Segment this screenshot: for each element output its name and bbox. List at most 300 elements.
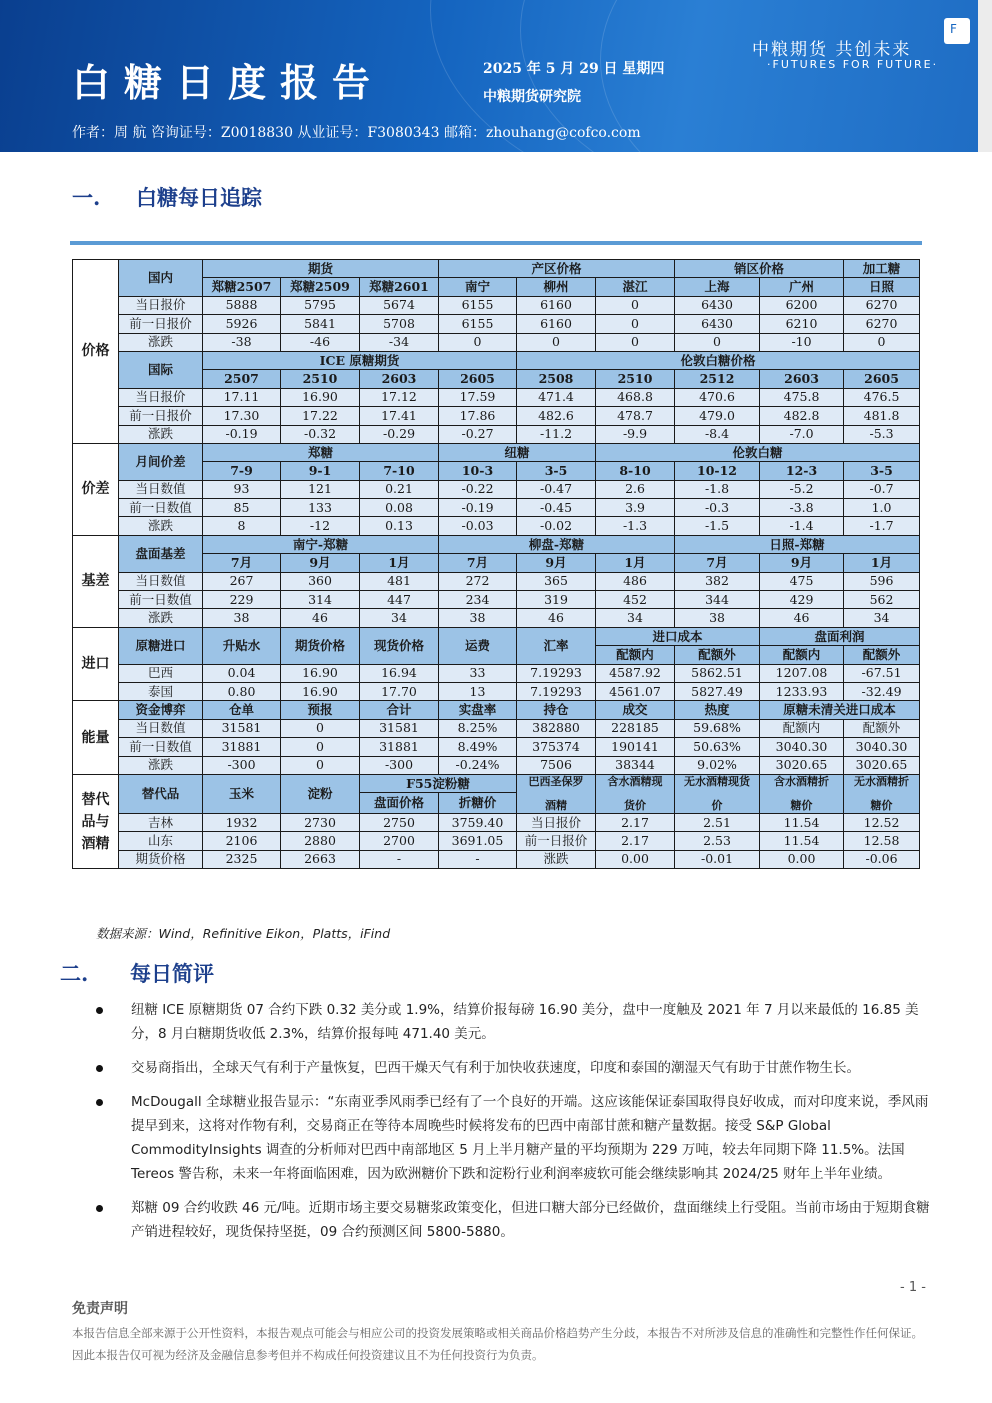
column-header: 2508 — [517, 370, 596, 388]
table-row — [73, 517, 920, 535]
column-header: 仓单 — [203, 701, 281, 719]
value-cell: -0.02 — [517, 517, 596, 535]
row-label: 当日报价 — [119, 388, 203, 406]
value-cell: 229 — [203, 591, 281, 609]
value-cell: 5708 — [360, 315, 439, 333]
row-label: 涨跌 — [517, 850, 596, 868]
value-cell: 配额内 — [760, 719, 844, 737]
value-cell: -8.4 — [675, 425, 760, 443]
value-cell: 382 — [675, 572, 760, 590]
value-cell: -0.19 — [439, 499, 517, 517]
column-header: 郑糖2509 — [281, 278, 360, 296]
value-cell: 481 — [360, 572, 439, 590]
row-label: 当日报价 — [119, 296, 203, 314]
value-cell: 5926 — [203, 315, 281, 333]
commentary-text: 纽糖 ICE 原糖期货 07 合约下跌 0.32 美分或 1.9%，结算价报每磅 16.90 美分，盘中一度触及 2021 年 7 月以来最低的 16.85 美分，8 月白糖期货收低 2.3%，结算价报每吨 471.40 美元。 — [131, 1002, 919, 1042]
row-label: 当日数值 — [119, 572, 203, 590]
value-cell: 0.08 — [360, 499, 439, 517]
value-cell: 267 — [203, 572, 281, 590]
value-cell: 11.54 — [760, 832, 844, 850]
group-header: 原糖未清关进口成本 — [760, 701, 920, 719]
value-cell: 471.4 — [517, 388, 596, 406]
author-line: 作者：周 航 咨询证号：Z0018830 从业证号：F3080343 邮箱：zhouhang@cofco.com — [72, 125, 641, 141]
block-label: 月间价差 — [119, 443, 203, 480]
column-header: 2512 — [675, 370, 760, 388]
value-cell: 2.51 — [675, 813, 760, 831]
value-cell: 6270 — [844, 296, 920, 314]
group-header: F55淀粉糖 — [360, 774, 517, 792]
value-cell: 0.00 — [596, 850, 675, 868]
column-header: 郑糖2601 — [360, 278, 439, 296]
brand-slogan: ·FUTURES FOR FUTURE· — [767, 58, 939, 71]
table-row — [73, 774, 920, 792]
row-label: 涨跌 — [119, 756, 203, 774]
value-cell: 0 — [439, 333, 517, 351]
value-cell: 17.70 — [360, 682, 439, 700]
value-cell: 475 — [760, 572, 844, 590]
value-cell: 1.0 — [844, 499, 920, 517]
bullet-dot-icon — [96, 1065, 103, 1072]
value-cell: 319 — [517, 591, 596, 609]
value-cell: 17.30 — [203, 407, 281, 425]
category-import: 进口 — [73, 627, 119, 701]
value-cell: 3040.30 — [844, 738, 920, 756]
table-row — [73, 260, 920, 278]
value-cell: 34 — [844, 609, 920, 627]
table-row — [73, 480, 920, 498]
value-cell: 17.41 — [360, 407, 439, 425]
value-cell: 7.19293 — [517, 664, 596, 682]
value-cell: -0.29 — [360, 425, 439, 443]
group-header: 产区价格 — [439, 260, 675, 278]
row-label: 当日数值 — [119, 480, 203, 498]
group-header: 加工糖 — [844, 260, 920, 278]
value-cell: - — [439, 850, 517, 868]
bullet-dot-icon — [96, 1099, 103, 1106]
value-cell: -5.2 — [760, 480, 844, 498]
value-cell: 2106 — [203, 832, 281, 850]
table-row — [73, 425, 920, 443]
value-cell: 5674 — [360, 296, 439, 314]
block-label: 原糖进口 — [119, 627, 203, 664]
category-spread: 价差 — [73, 443, 119, 535]
value-cell: 3691.05 — [439, 832, 517, 850]
group-header: 伦敦白糖 — [596, 443, 920, 461]
value-cell: 0 — [596, 315, 675, 333]
column-header: 运费 — [439, 627, 517, 664]
value-cell: 5841 — [281, 315, 360, 333]
value-cell: 16.90 — [281, 664, 360, 682]
commentary-item — [96, 1196, 936, 1244]
value-cell: 17.22 — [281, 407, 360, 425]
group-header: 进口成本 — [596, 627, 760, 645]
value-cell: -1.5 — [675, 517, 760, 535]
column-header: 2605 — [439, 370, 517, 388]
column-header: 12-3 — [760, 462, 844, 480]
table-row — [73, 682, 920, 700]
value-cell: 16.90 — [281, 682, 360, 700]
ethanol-column-header — [596, 774, 675, 813]
value-cell: 0 — [596, 333, 675, 351]
row-label: 前一日数值 — [119, 591, 203, 609]
block-label: 国内 — [119, 260, 203, 297]
column-header: 盘面价格 — [360, 793, 439, 814]
value-cell: -0.06 — [844, 850, 920, 868]
value-cell: 93 — [203, 480, 281, 498]
value-cell: 46 — [281, 609, 360, 627]
section-title: 每日简评 — [130, 961, 214, 986]
value-cell: 1207.08 — [760, 664, 844, 682]
value-cell: 2880 — [281, 832, 360, 850]
column-header: 实盘率 — [439, 701, 517, 719]
table-row — [73, 296, 920, 314]
column-header: 1月 — [360, 554, 439, 572]
value-cell: 190141 — [596, 738, 675, 756]
column-header: 8-10 — [596, 462, 675, 480]
row-label: 泰国 — [119, 682, 203, 700]
value-cell: 6430 — [675, 296, 760, 314]
value-cell: 50.63% — [675, 738, 760, 756]
row-label: 前一日报价 — [517, 832, 596, 850]
value-cell: 34 — [360, 609, 439, 627]
column-header: 玉米 — [203, 774, 281, 813]
ethanol-column-header — [760, 774, 844, 813]
value-cell: 31581 — [360, 719, 439, 737]
value-cell: 6155 — [439, 315, 517, 333]
table-row — [73, 664, 920, 682]
table-row — [73, 333, 920, 351]
value-cell: -1.3 — [596, 517, 675, 535]
header-line: 糖价 — [870, 798, 893, 812]
section-heading-1 — [72, 182, 262, 212]
row-label: 前一日报价 — [119, 315, 203, 333]
row-label: 期货价格 — [119, 850, 203, 868]
value-cell: 7.19293 — [517, 682, 596, 700]
group-header: 期货 — [203, 260, 439, 278]
value-cell: 2.17 — [596, 832, 675, 850]
value-cell: 481.8 — [844, 407, 920, 425]
value-cell: 46 — [760, 609, 844, 627]
value-cell: 234 — [439, 591, 517, 609]
column-header: 热度 — [675, 701, 760, 719]
value-cell: 31581 — [203, 719, 281, 737]
group-header: 销区价格 — [675, 260, 844, 278]
value-cell: 2.6 — [596, 480, 675, 498]
category-basis: 基差 — [73, 535, 119, 627]
value-cell: 9.02% — [675, 756, 760, 774]
column-header: 淀粉 — [281, 774, 360, 813]
value-cell: -32.49 — [844, 682, 920, 700]
value-cell: 0.13 — [360, 517, 439, 535]
column-header: 现货价格 — [360, 627, 439, 664]
value-cell: -0.27 — [439, 425, 517, 443]
value-cell: -0.03 — [439, 517, 517, 535]
column-header: 上海 — [675, 278, 760, 296]
group-header: 伦敦白糖价格 — [517, 351, 920, 369]
value-cell: 272 — [439, 572, 517, 590]
column-header: 配额内 — [596, 646, 675, 664]
header-line: 无水酒精折 — [854, 774, 910, 788]
value-cell: -67.51 — [844, 664, 920, 682]
section-number: 一. — [72, 185, 101, 210]
column-header: 2510 — [281, 370, 360, 388]
commentary-text: 交易商指出，全球天气有利于产量恢复，巴西干燥天气有利于加快收获速度，印度和泰国的潮湿天气有助于甘蔗作物生长。 — [131, 1060, 860, 1076]
group-header: 日照-郑糖 — [675, 535, 920, 553]
value-cell: 0 — [844, 333, 920, 351]
column-header: 折糖价 — [439, 793, 517, 814]
value-cell: 2730 — [281, 813, 360, 831]
block-label: 替代品 — [119, 774, 203, 813]
value-cell: 344 — [675, 591, 760, 609]
value-cell: 11.54 — [760, 813, 844, 831]
category-substitute: 替代品与酒精 — [73, 774, 119, 868]
value-cell: 562 — [844, 591, 920, 609]
column-header: 广州 — [760, 278, 844, 296]
value-cell: -0.45 — [517, 499, 596, 517]
value-cell: 17.59 — [439, 388, 517, 406]
value-cell: 85 — [203, 499, 281, 517]
column-header: 3-5 — [844, 462, 920, 480]
value-cell: 475.8 — [760, 388, 844, 406]
group-header: 南宁-郑糖 — [203, 535, 439, 553]
table-row — [73, 351, 920, 369]
block-label: 国际 — [119, 351, 203, 388]
column-header: 7月 — [439, 554, 517, 572]
column-header: 1月 — [596, 554, 675, 572]
value-cell: -9.9 — [596, 425, 675, 443]
table-row — [73, 832, 920, 850]
value-cell: 1932 — [203, 813, 281, 831]
column-header: 柳州 — [517, 278, 596, 296]
column-header: 1月 — [844, 554, 920, 572]
value-cell: 133 — [281, 499, 360, 517]
group-header: 郑糖 — [203, 443, 439, 461]
value-cell: 6200 — [760, 296, 844, 314]
value-cell: 121 — [281, 480, 360, 498]
value-cell: 16.94 — [360, 664, 439, 682]
column-header: 2510 — [596, 370, 675, 388]
value-cell: 2700 — [360, 832, 439, 850]
value-cell: 3.9 — [596, 499, 675, 517]
table-row — [73, 535, 920, 553]
disclaimer-text: 本报告信息全部来源于公开性资料，本报告观点可能会与相应公司的投资发展策略或相关商品价格趋势产生分歧，本报告不对所涉及信息的准确性和完整性作任何保证。因此本报告仅可视为经济及金融信息参考但并不构成任何投资建议且不为任何投资行为负责。 — [72, 1326, 923, 1362]
table-row — [73, 572, 920, 590]
value-cell: 2325 — [203, 850, 281, 868]
value-cell: 452 — [596, 591, 675, 609]
section-rule — [70, 241, 922, 245]
header-line: 糖价 — [790, 798, 813, 812]
column-header: 9月 — [281, 554, 360, 572]
table-row — [73, 407, 920, 425]
row-label: 涨跌 — [119, 517, 203, 535]
value-cell: -1.4 — [760, 517, 844, 535]
value-cell: 6155 — [439, 296, 517, 314]
value-cell: 38344 — [596, 756, 675, 774]
column-header: 配额外 — [675, 646, 760, 664]
value-cell: 375374 — [517, 738, 596, 756]
value-cell: 6210 — [760, 315, 844, 333]
value-cell: 360 — [281, 572, 360, 590]
section-heading-2 — [60, 958, 214, 988]
header-line: 含水酒精现 — [607, 774, 663, 788]
value-cell: 482.6 — [517, 407, 596, 425]
value-cell: 6160 — [517, 315, 596, 333]
value-cell: -0.01 — [675, 850, 760, 868]
row-label: 前一日数值 — [119, 738, 203, 756]
value-cell: -11.2 — [517, 425, 596, 443]
value-cell: -7.0 — [760, 425, 844, 443]
column-header: 合计 — [360, 701, 439, 719]
report-title: 白糖日度报告 — [72, 60, 385, 105]
page-number: - 1 - — [900, 1280, 926, 1295]
bullet-dot-icon — [96, 1205, 103, 1212]
block-label: 资金博弈 — [119, 701, 203, 719]
value-cell: -38 — [203, 333, 281, 351]
column-header: 升贴水 — [203, 627, 281, 664]
value-cell: 314 — [281, 591, 360, 609]
column-header: 持仓 — [517, 701, 596, 719]
value-cell: 16.90 — [281, 388, 360, 406]
value-cell: 2.17 — [596, 813, 675, 831]
institute-name: 中粮期货研究院 — [483, 89, 581, 105]
column-header: 郑糖2507 — [203, 278, 281, 296]
value-cell: 6430 — [675, 315, 760, 333]
table-row — [73, 701, 920, 719]
value-cell: -34 — [360, 333, 439, 351]
table-row — [73, 443, 920, 461]
row-label: 当日报价 — [517, 813, 596, 831]
table-row — [73, 850, 920, 868]
value-cell: -1.7 — [844, 517, 920, 535]
group-header: 纽糖 — [439, 443, 596, 461]
value-cell: 5827.49 — [675, 682, 760, 700]
value-cell: -0.3 — [675, 499, 760, 517]
value-cell: 8.25% — [439, 719, 517, 737]
table-row — [73, 756, 920, 774]
column-header: 2603 — [360, 370, 439, 388]
value-cell: 2.53 — [675, 832, 760, 850]
value-cell: 3020.65 — [760, 756, 844, 774]
column-header: 2603 — [760, 370, 844, 388]
column-header: 9-1 — [281, 462, 360, 480]
table-row — [73, 609, 920, 627]
company-logo-icon — [944, 18, 970, 44]
column-header: 期货价格 — [281, 627, 360, 664]
value-cell: -0.19 — [203, 425, 281, 443]
report-banner — [0, 0, 978, 152]
value-cell: 2750 — [360, 813, 439, 831]
value-cell: 468.8 — [596, 388, 675, 406]
value-cell: -0.32 — [281, 425, 360, 443]
table-row — [73, 591, 920, 609]
value-cell: -300 — [360, 756, 439, 774]
row-label: 巴西 — [119, 664, 203, 682]
value-cell: -0.22 — [439, 480, 517, 498]
commentary-item — [96, 1090, 936, 1186]
column-header: 配额外 — [844, 646, 920, 664]
value-cell: 17.11 — [203, 388, 281, 406]
value-cell: 12.58 — [844, 832, 920, 850]
brand-name: 中粮期货 共创未来 — [752, 40, 912, 60]
value-cell: 447 — [360, 591, 439, 609]
value-cell: 429 — [760, 591, 844, 609]
section-number: 二. — [60, 961, 89, 986]
value-cell: -5.3 — [844, 425, 920, 443]
value-cell: 6270 — [844, 315, 920, 333]
column-header: 9月 — [760, 554, 844, 572]
column-header: 7月 — [203, 554, 281, 572]
value-cell: 2663 — [281, 850, 360, 868]
value-cell: 365 — [517, 572, 596, 590]
value-cell: 5795 — [281, 296, 360, 314]
value-cell: 4587.92 — [596, 664, 675, 682]
ethanol-header-line: 酒精 — [545, 798, 567, 812]
value-cell: 228185 — [596, 719, 675, 737]
value-cell: 596 — [844, 572, 920, 590]
commentary-item — [96, 998, 936, 1046]
value-cell: 5862.51 — [675, 664, 760, 682]
column-header: 预报 — [281, 701, 360, 719]
ethanol-header — [517, 774, 596, 813]
row-label: 前一日数值 — [119, 499, 203, 517]
value-cell: 476.5 — [844, 388, 920, 406]
value-cell: 486 — [596, 572, 675, 590]
value-cell: 0 — [596, 296, 675, 314]
value-cell: 482.8 — [760, 407, 844, 425]
value-cell: 3759.40 — [439, 813, 517, 831]
header-line: 含水酒精折 — [774, 774, 830, 788]
table-row — [73, 627, 920, 645]
row-label: 吉林 — [119, 813, 203, 831]
table-row — [73, 719, 920, 737]
value-cell: 478.7 — [596, 407, 675, 425]
commentary-text: 郑糖 09 合约收跌 46 元/吨。近期市场主要交易糖浆政策变化，但进口糖大部分已经做价，盘面继续上行受阻。当前市场由于短期食糖产销进程较好，现货保持坚挺，09 合约预测区间 5800-5880。 — [131, 1200, 930, 1240]
value-cell: 12.52 — [844, 813, 920, 831]
commentary-list — [96, 998, 936, 1254]
ethanol-header-line: 巴西圣保罗 — [528, 774, 584, 788]
report-date: 2025 年 5 月 29 日 星期四 — [483, 61, 665, 77]
logo-glyph: F — [950, 22, 957, 36]
ethanol-column-header — [844, 774, 920, 813]
disclaimer-title: 免责声明 — [72, 1301, 128, 1317]
value-cell: - — [360, 850, 439, 868]
column-header: 9月 — [517, 554, 596, 572]
row-label: 涨跌 — [119, 425, 203, 443]
column-header: 10-3 — [439, 462, 517, 480]
value-cell: 5888 — [203, 296, 281, 314]
value-cell: -12 — [281, 517, 360, 535]
column-header: 3-5 — [517, 462, 596, 480]
column-header: 7月 — [675, 554, 760, 572]
table-row — [73, 315, 920, 333]
value-cell: -1.8 — [675, 480, 760, 498]
value-cell: 479.0 — [675, 407, 760, 425]
column-header: 成交 — [596, 701, 675, 719]
block-label: 盘面基差 — [119, 535, 203, 572]
value-cell: -3.8 — [760, 499, 844, 517]
value-cell: 17.12 — [360, 388, 439, 406]
header-line: 价 — [711, 798, 723, 812]
value-cell: 13 — [439, 682, 517, 700]
value-cell: 4561.07 — [596, 682, 675, 700]
value-cell: 470.6 — [675, 388, 760, 406]
category-capacity: 能量 — [73, 701, 119, 775]
value-cell: 46 — [517, 609, 596, 627]
table-row — [73, 388, 920, 406]
column-header: 汇率 — [517, 627, 596, 664]
row-label: 前一日报价 — [119, 407, 203, 425]
header-line: 货价 — [624, 798, 646, 812]
